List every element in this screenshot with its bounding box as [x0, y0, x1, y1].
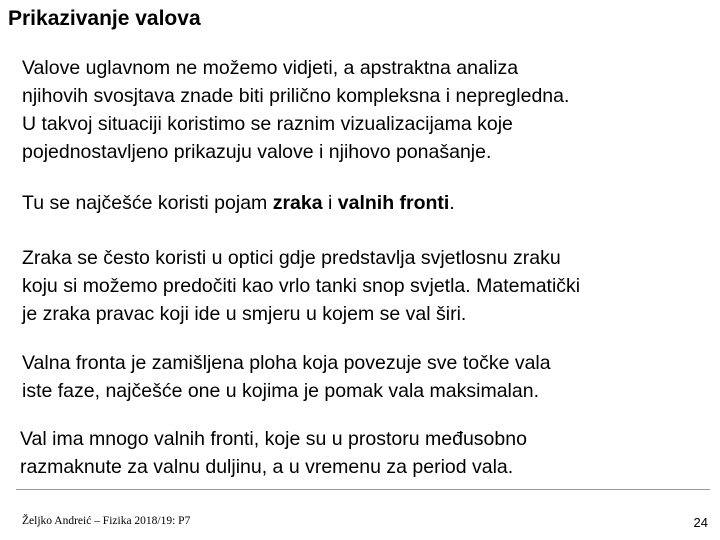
- term-zraka: zraka: [272, 192, 323, 214]
- slide-title: Prikazivanje valova: [8, 7, 201, 30]
- page-number: 24: [693, 515, 708, 530]
- text-segment: .: [449, 192, 455, 214]
- text-line: [22, 189, 455, 217]
- footer-divider: [16, 489, 710, 490]
- paragraph-zraka: [22, 244, 580, 328]
- paragraph-terms: [22, 189, 455, 217]
- text-line: Val ima mnogo valnih fronti, koje su u prostoru međusobno: [20, 428, 527, 450]
- text-line: pojednostavljeno prikazuju valove i njihovo ponašanje.: [22, 141, 492, 163]
- text-line: razmaknute za valnu duljinu, a u vremenu za period vala.: [20, 456, 514, 478]
- paragraph-valne-fronte-razmak: [20, 425, 527, 481]
- text-segment: i: [322, 192, 338, 214]
- paragraph-valna-fronta: [22, 349, 551, 405]
- text-segment: Tu se najčešće koristi pojam: [22, 192, 273, 214]
- term-valnih-fronti: valnih fronti: [337, 192, 450, 214]
- text-line: Valna fronta je zamišljena ploha koja povezuje sve točke vala: [22, 352, 551, 374]
- paragraph-intro: [22, 54, 569, 166]
- footer-author: Željko Andreić – Fizika 2018/19: P7: [22, 515, 191, 527]
- text-line: koju si možemo predočiti kao vrlo tanki snop svjetla. Matematički: [22, 275, 581, 297]
- text-line: iste faze, najčešće one u kojima je pomak vala maksimalan.: [22, 380, 539, 402]
- text-line: U takvoj situaciji koristimo se raznim vizualizacijama koje: [22, 113, 513, 135]
- text-line: njihovih svosjtava znade biti prilično kompleksna i nepregledna.: [22, 85, 570, 107]
- text-line: Valove uglavnom ne možemo vidjeti, a apstraktna analiza: [22, 57, 519, 79]
- text-line: je zraka pravac koji ide u smjeru u kojem se val širi.: [22, 303, 467, 325]
- text-line: Zraka se često koristi u optici gdje predstavlja svjetlosnu zraku: [22, 247, 561, 269]
